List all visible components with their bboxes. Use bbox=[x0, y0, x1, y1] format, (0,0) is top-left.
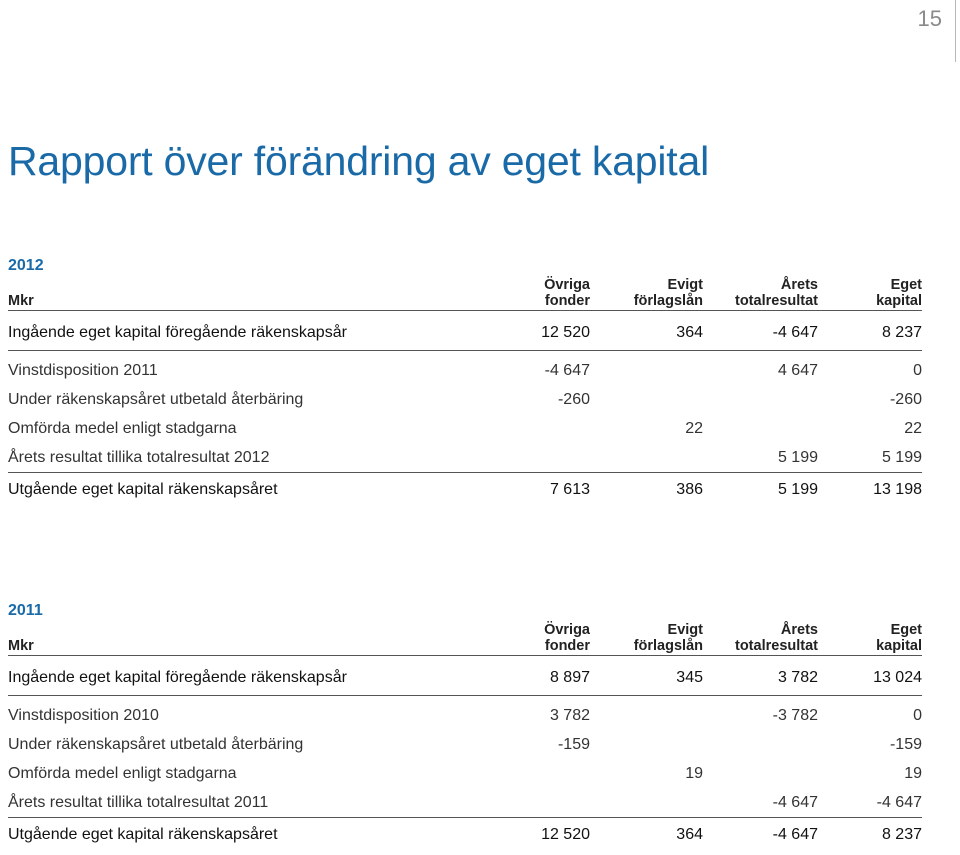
cell-ovriga-fonder: -4 647 bbox=[544, 362, 590, 379]
header-evigt-forlagslan: Evigt förlagslån bbox=[633, 622, 703, 654]
cell-eget-kapital: 0 bbox=[913, 707, 922, 724]
section-year: 2011 bbox=[8, 602, 43, 619]
cell-eget-kapital: 8 237 bbox=[881, 826, 922, 843]
cell-arets-totalresultat: -4 647 bbox=[772, 324, 818, 341]
cell-evigt-forlagslan: 386 bbox=[676, 481, 703, 498]
equity-table-2011 bbox=[8, 600, 922, 848]
header-eget-kapital: Eget kapital bbox=[876, 277, 922, 309]
row-label: Vinstdisposition 2011 bbox=[8, 362, 158, 379]
cell-ovriga-fonder: 3 782 bbox=[549, 707, 590, 724]
row-label: Omförda medel enligt stadgarna bbox=[8, 420, 237, 437]
header-eget-kapital: Eget kapital bbox=[876, 622, 922, 654]
header-unit: Mkr bbox=[8, 293, 34, 309]
table-row-closing bbox=[8, 472, 922, 503]
cell-eget-kapital: -4 647 bbox=[876, 794, 922, 811]
cell-eget-kapital: -159 bbox=[889, 736, 922, 753]
cell-ovriga-fonder: 8 897 bbox=[549, 669, 590, 686]
table-row bbox=[8, 701, 922, 730]
row-label: Utgående eget kapital räkenskapsåret bbox=[8, 826, 278, 843]
table-row-closing bbox=[8, 817, 922, 848]
cell-evigt-forlagslan: 19 bbox=[685, 765, 703, 782]
section-year: 2012 bbox=[8, 257, 44, 274]
header-arets-totalresultat: Årets totalresultat bbox=[735, 622, 818, 654]
cell-eget-kapital: 8 237 bbox=[881, 324, 922, 341]
row-label: Under räkenskapsåret utbetald återbäring bbox=[8, 391, 304, 408]
header-evigt-forlagslan: Evigt förlagslån bbox=[633, 277, 703, 309]
row-label: Årets resultat tillika totalresultat 2012 bbox=[8, 449, 270, 466]
cell-arets-totalresultat: 5 199 bbox=[777, 449, 818, 466]
cell-ovriga-fonder: 12 520 bbox=[541, 826, 590, 843]
table-header bbox=[8, 622, 922, 656]
table-row bbox=[8, 385, 922, 414]
table-row-opening bbox=[8, 661, 922, 696]
row-label: Årets resultat tillika totalresultat 2011 bbox=[8, 794, 269, 811]
cell-eget-kapital: 5 199 bbox=[881, 449, 922, 466]
page-number: 15 bbox=[917, 6, 942, 31]
cell-arets-totalresultat: 3 782 bbox=[777, 669, 818, 686]
table-row bbox=[8, 759, 922, 788]
cell-eget-kapital: 13 198 bbox=[873, 481, 922, 498]
table-header bbox=[8, 277, 922, 311]
header-ovriga-fonder: Övriga fonder bbox=[544, 277, 590, 309]
table-row bbox=[8, 788, 922, 817]
cell-arets-totalresultat: 5 199 bbox=[777, 481, 818, 498]
cell-eget-kapital: 19 bbox=[904, 765, 922, 782]
cell-evigt-forlagslan: 364 bbox=[676, 324, 703, 341]
table-row-opening bbox=[8, 316, 922, 351]
cell-ovriga-fonder: 12 520 bbox=[541, 324, 590, 341]
header-arets-totalresultat: Årets totalresultat bbox=[735, 277, 818, 309]
equity-table-2012 bbox=[8, 255, 922, 503]
cell-evigt-forlagslan: 22 bbox=[685, 420, 703, 437]
row-label: Under räkenskapsåret utbetald återbäring bbox=[8, 736, 304, 753]
header-unit: Mkr bbox=[8, 638, 34, 654]
cell-eget-kapital: 13 024 bbox=[873, 669, 922, 686]
page-title: Rapport över förändring av eget kapital bbox=[8, 138, 710, 184]
row-label: Omförda medel enligt stadgarna bbox=[8, 765, 237, 782]
table-row bbox=[8, 730, 922, 759]
cell-arets-totalresultat: -3 782 bbox=[772, 707, 818, 724]
cell-arets-totalresultat: 4 647 bbox=[777, 362, 818, 379]
header-ovriga-fonder: Övriga fonder bbox=[544, 622, 590, 654]
cell-eget-kapital: -260 bbox=[889, 391, 922, 408]
cell-eget-kapital: 0 bbox=[913, 362, 922, 379]
row-label: Ingående eget kapital föregående räkenskapsår bbox=[8, 324, 347, 341]
row-label: Vinstdisposition 2010 bbox=[8, 707, 159, 724]
cell-arets-totalresultat: -4 647 bbox=[772, 826, 818, 843]
row-label: Utgående eget kapital räkenskapsåret bbox=[8, 481, 278, 498]
cell-arets-totalresultat: -4 647 bbox=[772, 794, 818, 811]
table-row bbox=[8, 414, 922, 443]
cell-ovriga-fonder: -260 bbox=[557, 391, 590, 408]
table-row bbox=[8, 443, 922, 472]
table-row bbox=[8, 356, 922, 385]
cell-evigt-forlagslan: 345 bbox=[676, 669, 703, 686]
cell-eget-kapital: 22 bbox=[904, 420, 922, 437]
row-label: Ingående eget kapital föregående räkenskapsår bbox=[8, 669, 347, 686]
cell-evigt-forlagslan: 364 bbox=[676, 826, 703, 843]
cell-ovriga-fonder: 7 613 bbox=[549, 481, 590, 498]
page-edge-rule bbox=[955, 0, 956, 62]
cell-ovriga-fonder: -159 bbox=[557, 736, 590, 753]
